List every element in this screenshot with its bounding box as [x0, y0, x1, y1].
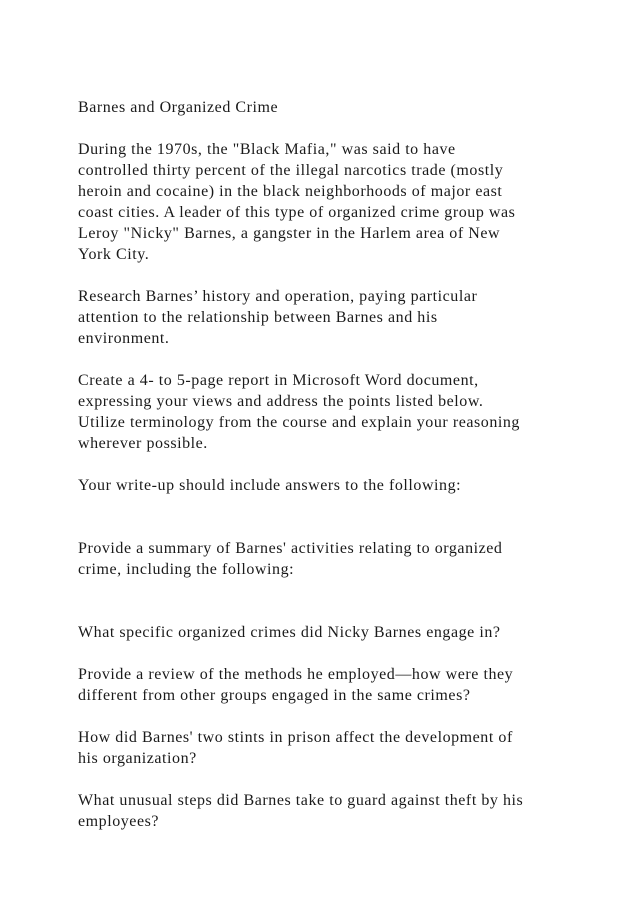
paragraph-spacer — [78, 349, 618, 370]
question-item — [78, 664, 618, 706]
intro-line: coast cities. A leader of this type of organized crime group was — [78, 204, 516, 221]
research-line: environment. — [78, 330, 170, 347]
summary-paragraph — [78, 538, 618, 580]
paragraph-spacer — [78, 496, 618, 538]
question-item — [78, 790, 618, 832]
paragraph-spacer — [78, 454, 618, 475]
paragraph-spacer — [78, 643, 618, 664]
paragraph-spacer — [78, 265, 618, 286]
question-line: Provide a review of the methods he employed—how were they — [78, 666, 514, 683]
question-item — [78, 727, 618, 769]
question-line: different from other groups engaged in the same crimes? — [78, 687, 471, 704]
paragraph-spacer — [78, 118, 618, 139]
research-paragraph — [78, 286, 618, 349]
question-line: his organization? — [78, 750, 197, 767]
writeup-line: Your write-up should include answers to the following: — [78, 477, 462, 494]
report-line: expressing your views and address the points listed below. — [78, 393, 484, 410]
paragraph-spacer — [78, 769, 618, 790]
question-line: What specific organized crimes did Nicky Barnes engage in? — [78, 624, 501, 641]
report-line: Utilize terminology from the course and explain your reasoning — [78, 414, 520, 431]
report-line: wherever possible. — [78, 435, 208, 452]
question-line: What unusual steps did Barnes take to guard against theft by his — [78, 792, 524, 809]
intro-line: During the 1970s, the "Black Mafia," was said to have — [78, 141, 456, 158]
intro-line: Leroy "Nicky" Barnes, a gangster in the Harlem area of New — [78, 225, 501, 242]
paragraph-spacer — [78, 580, 618, 622]
research-line: attention to the relationship between Barnes and his — [78, 309, 438, 326]
document-title: Barnes and Organized Crime — [78, 99, 279, 116]
intro-line: controlled thirty percent of the illegal narcotics trade (mostly — [78, 162, 504, 179]
intro-line: heroin and cocaine) in the black neighborhoods of major east — [78, 183, 503, 200]
report-line: Create a 4- to 5-page report in Microsoft Word document, — [78, 372, 479, 389]
intro-line: York City. — [78, 246, 150, 263]
summary-line: crime, including the following: — [78, 561, 295, 578]
document-body — [78, 97, 618, 832]
research-line: Research Barnes’ history and operation, paying particular — [78, 288, 478, 305]
question-item — [78, 622, 618, 643]
question-line: employees? — [78, 813, 160, 830]
question-line: How did Barnes' two stints in prison affect the development of — [78, 729, 513, 746]
report-paragraph — [78, 370, 618, 454]
writeup-paragraph — [78, 475, 618, 496]
paragraph-spacer — [78, 706, 618, 727]
intro-paragraph — [78, 139, 618, 265]
summary-line: Provide a summary of Barnes' activities relating to organized — [78, 540, 503, 557]
